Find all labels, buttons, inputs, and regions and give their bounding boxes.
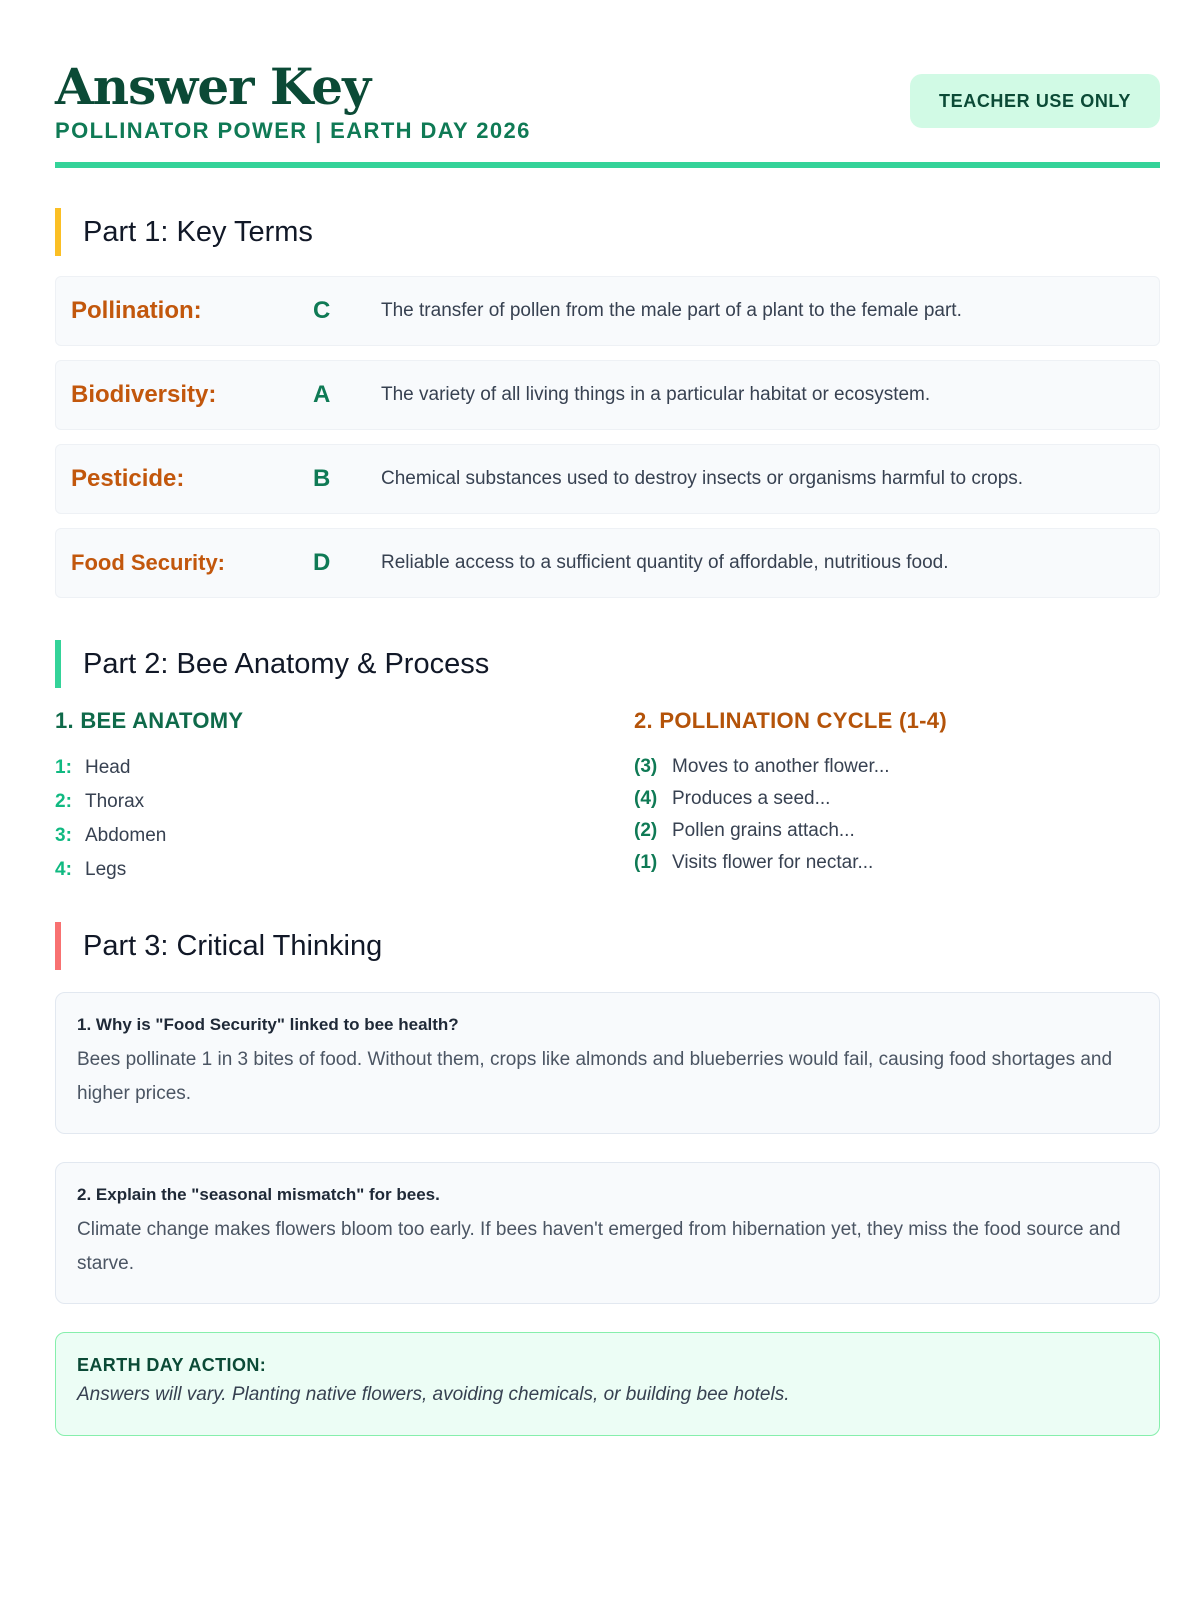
pollination-cycle-title: 2. POLLINATION CYCLE (1-4) xyxy=(634,708,947,733)
item-number: 1: xyxy=(55,757,72,778)
part3-heading-bar xyxy=(55,922,61,970)
item-text: Head xyxy=(85,757,131,778)
bee-anatomy-list xyxy=(55,751,575,887)
pollination-cycle-list xyxy=(634,751,1154,879)
critical-thinking-card-1 xyxy=(55,992,1160,1134)
list-item xyxy=(55,853,575,887)
term-answer-letter: B xyxy=(313,465,331,492)
answer-text: Climate change makes flowers bloom too early. If bees haven't emerged from hibernation yet, they miss the food source and starve. xyxy=(77,1219,1121,1274)
item-text: Produces a seed... xyxy=(672,788,831,809)
list-item xyxy=(55,819,575,853)
part3-heading-text: Part 3: Critical Thinking xyxy=(83,929,383,962)
question-text: 1. Why is "Food Security" linked to bee health? xyxy=(77,1015,459,1034)
pollination-cycle-column xyxy=(634,708,1154,879)
item-text: Pollen grains attach... xyxy=(672,820,855,841)
term-row-pollination xyxy=(55,276,1160,346)
part2-heading-bar xyxy=(55,640,61,688)
term-answer-letter: C xyxy=(313,297,331,324)
item-text: Legs xyxy=(85,859,127,880)
earth-day-action-text: Answers will vary. Planting native flowers, avoiding chemicals, or building bee hotels. xyxy=(77,1384,790,1405)
item-text: Abdomen xyxy=(85,825,167,846)
critical-thinking-card-2 xyxy=(55,1162,1160,1304)
term-label: Biodiversity: xyxy=(71,381,217,408)
question-text: 2. Explain the "seasonal mismatch" for bees. xyxy=(77,1185,440,1204)
list-item xyxy=(55,785,575,819)
earth-day-action-card xyxy=(55,1332,1160,1436)
term-answer-letter: A xyxy=(313,381,331,408)
bee-anatomy-title: 1. BEE ANATOMY xyxy=(55,708,244,733)
term-label: Pollination: xyxy=(71,297,202,324)
part1-heading xyxy=(55,208,313,256)
list-item xyxy=(634,815,1154,847)
item-number: (3) xyxy=(634,756,658,777)
item-text: Thorax xyxy=(85,791,145,812)
term-row-pesticide xyxy=(55,444,1160,514)
term-definition: Chemical substances used to destroy insects or organisms harmful to crops. xyxy=(381,468,1024,489)
header-divider xyxy=(55,162,1160,168)
item-number: 3: xyxy=(55,825,72,846)
teacher-use-badge: TEACHER USE ONLY xyxy=(910,74,1160,128)
term-label: Pesticide: xyxy=(71,465,185,492)
page-subtitle: POLLINATOR POWER | EARTH DAY 2026 xyxy=(55,118,531,143)
bee-anatomy-column xyxy=(55,708,575,887)
term-definition: Reliable access to a sufficient quantity of affordable, nutritious food. xyxy=(381,552,949,573)
page-title: Answer Key xyxy=(55,57,371,116)
list-item xyxy=(634,783,1154,815)
term-row-food-security xyxy=(55,528,1160,598)
term-definition: The variety of all living things in a particular habitat or ecosystem. xyxy=(381,384,931,405)
part3-heading xyxy=(55,922,382,970)
item-number: (1) xyxy=(634,852,658,873)
earth-day-action-title: EARTH DAY ACTION: xyxy=(77,1355,267,1375)
term-label: Food Security: xyxy=(71,550,226,575)
item-number: (4) xyxy=(634,788,658,809)
term-definition: The transfer of pollen from the male part of a plant to the female part. xyxy=(381,300,962,321)
list-item xyxy=(634,751,1154,783)
part1-heading-bar xyxy=(55,208,61,256)
item-number: (2) xyxy=(634,820,658,841)
part2-heading xyxy=(55,640,489,688)
answer-text: Bees pollinate 1 in 3 bites of food. Without them, crops like almonds and blueberries would fail, causing food shortages and higher prices. xyxy=(77,1049,1113,1104)
list-item xyxy=(634,847,1154,879)
page-header xyxy=(55,58,1160,170)
part1-heading-text: Part 1: Key Terms xyxy=(83,215,313,248)
item-text: Visits flower for nectar... xyxy=(672,852,874,873)
item-number: 2: xyxy=(55,791,72,812)
item-text: Moves to another flower... xyxy=(672,756,890,777)
term-row-biodiversity xyxy=(55,360,1160,430)
list-item xyxy=(55,751,575,785)
term-answer-letter: D xyxy=(313,549,331,576)
part2-heading-text: Part 2: Bee Anatomy & Process xyxy=(83,647,490,680)
item-number: 4: xyxy=(55,859,72,880)
